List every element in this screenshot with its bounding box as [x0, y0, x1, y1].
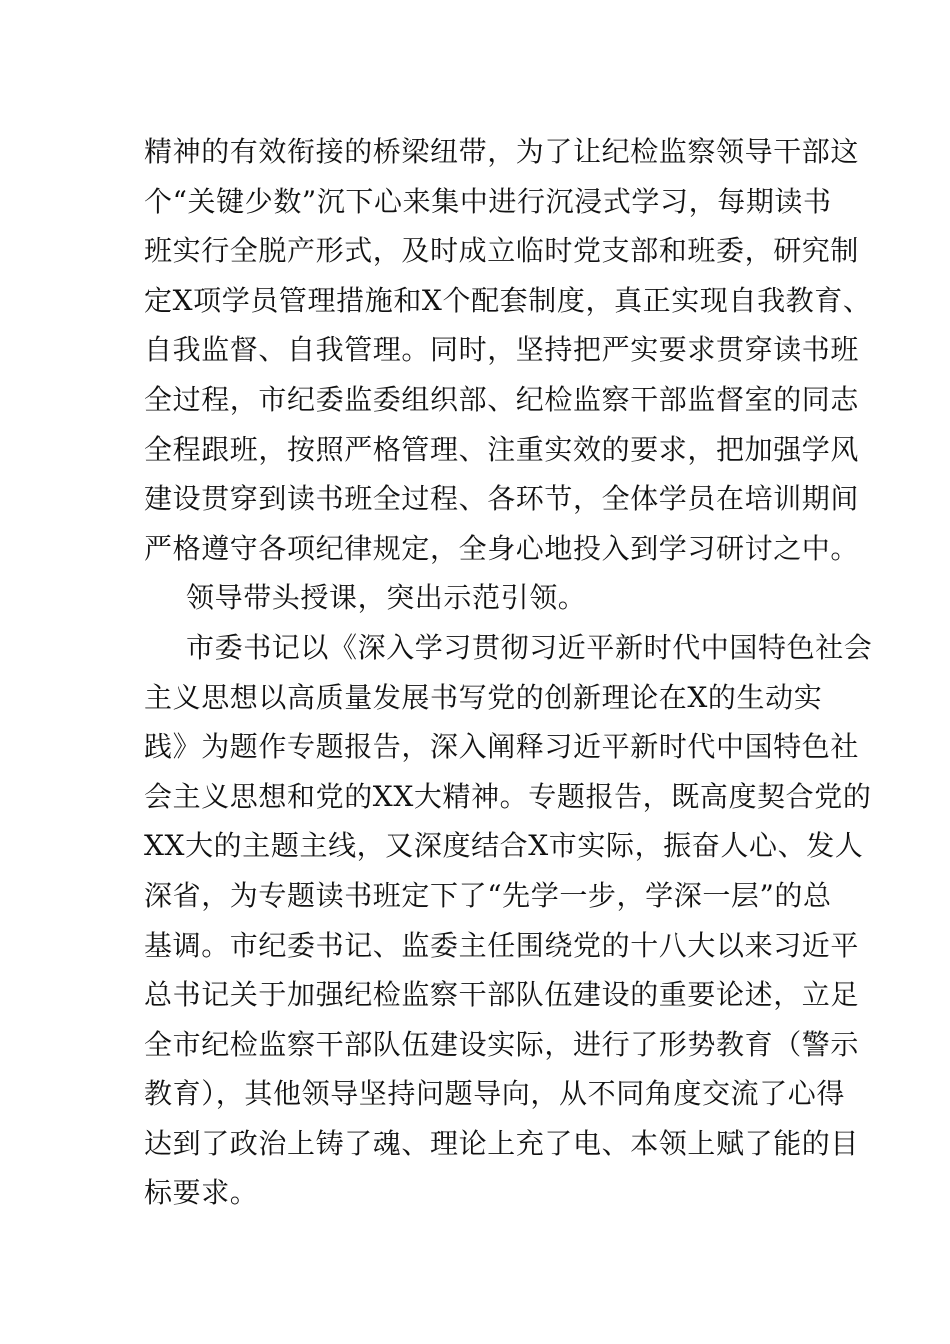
text-line: 全过程，市纪委监委组织部、纪检监察干部监督室的同志 [144, 382, 860, 416]
text-line: 全市纪检监察干部队伍建设实际，进行了形势教育（警示 [144, 1027, 860, 1061]
section-heading: 领导带头授课，突出示范引领。 [186, 581, 587, 615]
text-line: 主义思想以高质量发展书写党的创新理论在X的生动实 [144, 680, 823, 714]
text-line: 教育），其他领导坚持问题导向，从不同角度交流了心得 [144, 1077, 846, 1111]
text-line: 深省，为专题读书班定下了“先学一步，学深一层”的总 [144, 878, 832, 912]
text-line: 建设贯穿到读书班全过程、各环节，全体学员在培训期间 [144, 482, 860, 516]
text-line: 严格遵守各项纪律规定，全身心地投入到学习研讨之中。 [144, 531, 860, 565]
text-line: 班实行全脱产形式，及时成立临时党支部和班委，研究制 [144, 234, 860, 268]
text-line: 全程跟班，按照严格管理、注重实效的要求，把加强学风 [144, 432, 860, 466]
text-line: 总书记关于加强纪检监察干部队伍建设的重要论述，立足 [144, 978, 860, 1012]
text-line: 基调。市纪委书记、监委主任围绕党的十八大以来习近平 [144, 928, 860, 962]
text-line: 自我监督、自我管理。同时，坚持把严实要求贯穿读书班 [144, 333, 860, 367]
body-text [144, 127, 873, 1218]
text-line: 定X项学员管理措施和X个配套制度，真正实现自我教育、 [144, 283, 872, 317]
text-line: 精神的有效衔接的桥梁纽带，为了让纪检监察领导干部这 [144, 135, 860, 168]
text-line: 个“关键少数”沉下心来集中进行沉浸式学习，每期读书 [144, 184, 832, 218]
text-line: XX大的主题主线，又深度结合X市实际，振奋人心、发人 [144, 829, 864, 863]
text-line: 标要求。 [144, 1176, 259, 1210]
text-line: 会主义思想和党的XX大精神。专题报告，既高度契合党的 [144, 779, 872, 813]
text-line: 达到了政治上铸了魂、理论上充了电、本领上赋了能的目 [144, 1126, 860, 1160]
paragraph-first-line: 市委书记以《深入学习贯彻习近平新时代中国特色社会 [186, 630, 873, 664]
text-line: 践》为题作专题报告，深入阐释习近平新时代中国特色社 [144, 730, 860, 764]
